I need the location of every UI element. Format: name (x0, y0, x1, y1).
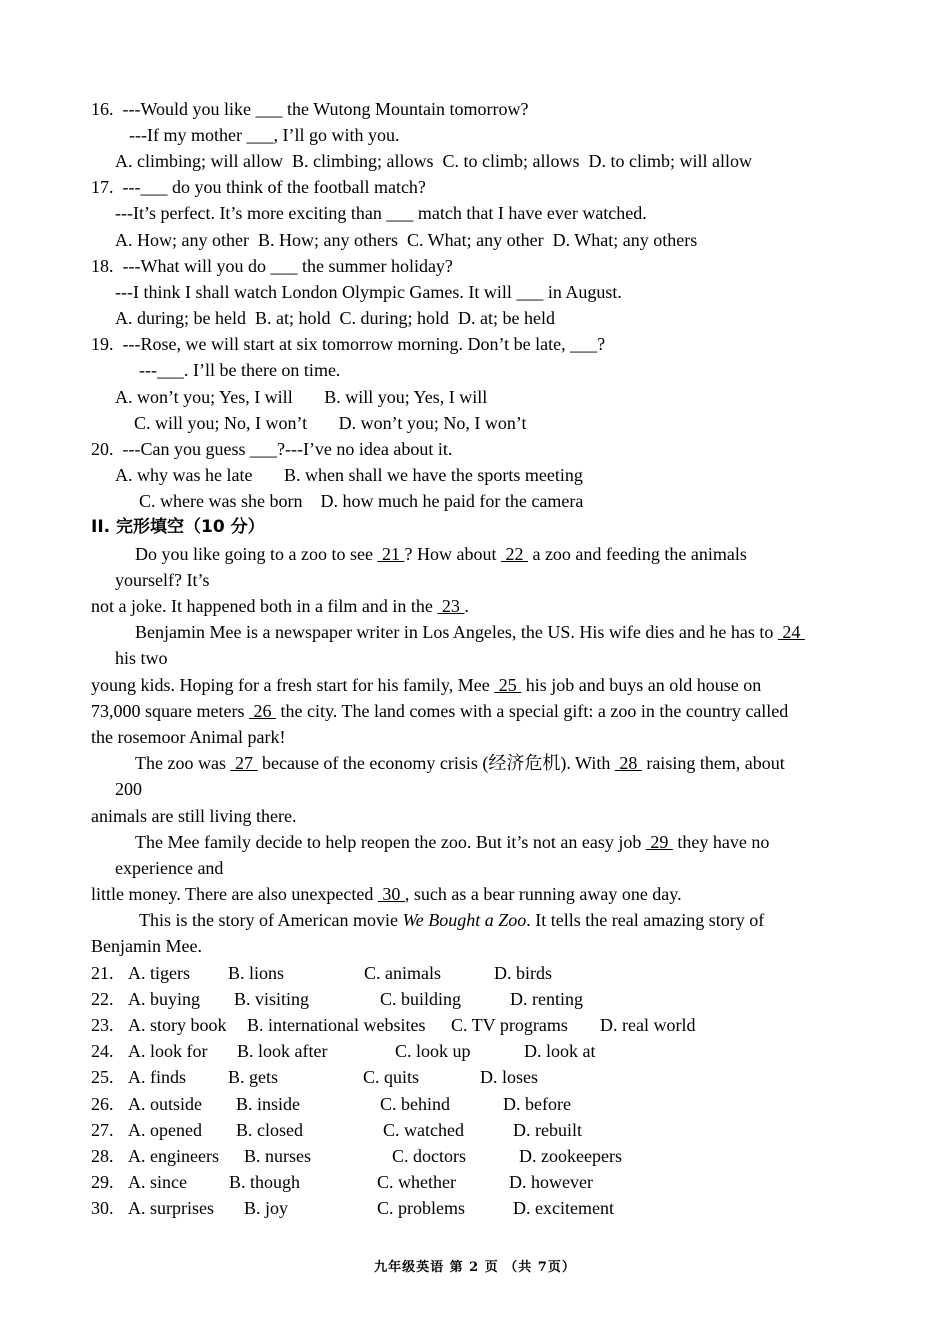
option-d: D. real world (600, 1015, 696, 1035)
blank-30: 30 (377, 884, 405, 904)
option-b: B. closed (236, 1120, 303, 1140)
option-a: A. engineers (128, 1146, 219, 1166)
option-number: 28. (91, 1146, 114, 1166)
option-a: A. outside (128, 1094, 202, 1114)
blank-24: 24 (777, 622, 805, 642)
passage-line: animals are still living there. (91, 806, 297, 826)
question-16-options: A. climbing; will allow B. climbing; allows C. to climb; allows D. to climb; will allow (115, 151, 752, 171)
option-c: C. building (380, 989, 462, 1009)
option-a: A. finds (128, 1067, 186, 1087)
blank-23: 23 (437, 596, 465, 616)
passage-line: not a joke. It happened both in a film and in the 23 . (91, 596, 469, 616)
option-number: 30. (91, 1198, 114, 1218)
option-d: D. renting (510, 989, 583, 1009)
question-17-reply: ---It’s perfect. It’s more exciting than ___ match that I have ever watched. (115, 203, 647, 223)
option-b: B. international websites (247, 1015, 426, 1035)
blank-21: 21 (377, 544, 405, 564)
question-19-options-ab: A. won’t you; Yes, I will B. will you; Yes, I will (115, 387, 488, 407)
option-c: C. problems (377, 1198, 465, 1218)
option-a: A. opened (128, 1120, 202, 1140)
question-19-options-cd: C. will you; No, I won’t D. won’t you; No, I won’t (134, 413, 527, 433)
option-b: B. gets (228, 1067, 279, 1087)
option-b: B. visiting (234, 989, 310, 1009)
passage-line: little money. There are also unexpected 30 , such as a bear running away one day. (91, 884, 682, 904)
passage-line: This is the story of American movie We Bought a Zoo. It tells the real amazing story of (139, 910, 765, 930)
passage-line: The Mee family decide to help reopen the zoo. But it’s not an easy job 29 they have no (135, 832, 770, 852)
option-a: A. look for (128, 1041, 208, 1061)
question-20-options-cd: C. where was she born D. how much he paid for the camera (139, 491, 584, 511)
option-d: D. look at (524, 1041, 596, 1061)
option-b: B. look after (237, 1041, 328, 1061)
passage-line: Benjamin Mee is a newspaper writer in Los Angeles, the US. His wife dies and he has to 24 (135, 622, 805, 642)
question-18-options: A. during; be held B. at; hold C. during; hold D. at; be held (115, 308, 555, 328)
blank-22: 22 (500, 544, 528, 564)
option-d: D. however (509, 1172, 593, 1192)
movie-title: We Bought a Zoo (402, 910, 527, 930)
option-b: B. inside (236, 1094, 301, 1114)
passage-line: young kids. Hoping for a fresh start for his family, Mee 25 his job and buys an old house on (91, 675, 762, 695)
option-c: C. animals (364, 963, 441, 983)
option-number: 21. (91, 963, 114, 983)
option-a: A. tigers (128, 963, 190, 983)
passage-line: yourself? It’s (115, 570, 210, 590)
question-20: 20. ---Can you guess ___?---I’ve no idea about it. (91, 439, 453, 459)
option-a: A. surprises (128, 1198, 214, 1218)
option-b: B. nurses (244, 1146, 311, 1166)
option-b: B. joy (244, 1198, 289, 1218)
option-number: 24. (91, 1041, 114, 1061)
passage-line: The zoo was 27 because of the economy crisis (经济危机). With 28 raising them, about (135, 753, 785, 773)
passage-line: experience and (115, 858, 224, 878)
section-title: II. 完形填空（10 分） (91, 517, 265, 537)
passage-line: his two (115, 648, 168, 668)
option-c: C. doctors (392, 1146, 466, 1166)
passage-line: 73,000 square meters 26 the city. The land comes with a special gift: a zoo in the country called (91, 701, 789, 721)
option-a: A. since (128, 1172, 187, 1192)
option-number: 22. (91, 989, 114, 1009)
passage-line: the rosemoor Animal park! (91, 727, 286, 747)
question-16-reply: ---If my mother ___, I’ll go with you. (129, 125, 400, 145)
option-c: C. whether (377, 1172, 456, 1192)
blank-28: 28 (614, 753, 642, 773)
question-19-reply: ---___. I’ll be there on time. (139, 360, 341, 380)
option-b: B. lions (228, 963, 285, 983)
option-d: D. before (503, 1094, 571, 1114)
passage-line: 200 (115, 779, 142, 799)
option-d: D. zookeepers (519, 1146, 622, 1166)
option-a: A. buying (128, 989, 200, 1009)
option-number: 29. (91, 1172, 114, 1192)
option-b: B. though (229, 1172, 301, 1192)
option-c: C. behind (380, 1094, 450, 1114)
question-18-reply: ---I think I shall watch London Olympic Games. It will ___ in August. (115, 282, 622, 302)
option-d: D. birds (494, 963, 552, 983)
option-c: C. quits (363, 1067, 420, 1087)
option-d: D. loses (480, 1067, 538, 1087)
question-19: 19. ---Rose, we will start at six tomorrow morning. Don’t be late, ___? (91, 334, 606, 354)
question-18: 18. ---What will you do ___ the summer holiday? (91, 256, 453, 276)
passage-line: Do you like going to a zoo to see 21 ? How about 22 a zoo and feeding the animals (135, 544, 747, 564)
option-number: 27. (91, 1120, 114, 1140)
blank-27: 27 (230, 753, 258, 773)
question-17-options: A. How; any other B. How; any others C. What; any other D. What; any others (115, 230, 698, 250)
option-c: C. watched (383, 1120, 464, 1140)
option-d: D. rebuilt (513, 1120, 582, 1140)
option-number: 23. (91, 1015, 114, 1035)
question-16: 16. ---Would you like ___ the Wutong Mountain tomorrow? (91, 99, 529, 119)
passage-line: Benjamin Mee. (91, 936, 202, 956)
blank-25: 25 (494, 675, 522, 695)
option-c: C. look up (395, 1041, 471, 1061)
blank-26: 26 (248, 701, 276, 721)
question-17: 17. ---___ do you think of the football match? (91, 177, 426, 197)
option-number: 25. (91, 1067, 114, 1087)
option-a: A. story book (128, 1015, 227, 1035)
option-number: 26. (91, 1094, 114, 1114)
option-d: D. excitement (513, 1198, 614, 1218)
option-c: C. TV programs (451, 1015, 568, 1035)
question-20-options-ab: A. why was he late B. when shall we have the sports meeting (115, 465, 583, 485)
page-footer: 九年级英语 第 2 页 （共 7页） (374, 1260, 576, 1275)
blank-29: 29 (645, 832, 673, 852)
